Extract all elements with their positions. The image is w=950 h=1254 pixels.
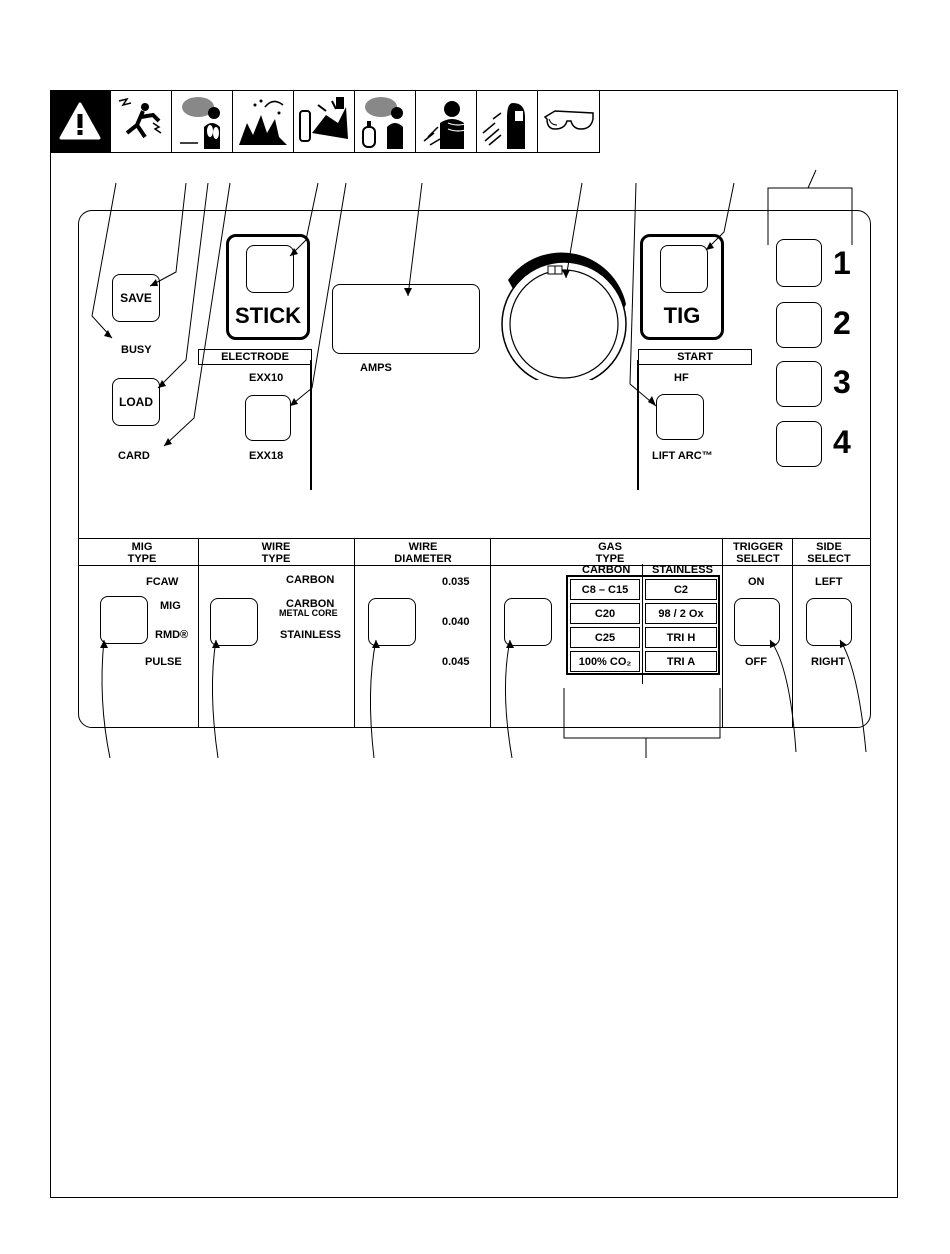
leader-line-stick	[290, 183, 318, 256]
gas-type-header: GAS TYPE	[595, 541, 625, 565]
mig-type-option: RMD®	[155, 629, 189, 641]
leader-line-mig-type	[102, 640, 110, 758]
amps-label: AMPS	[360, 362, 392, 374]
save-label: SAVE	[120, 291, 152, 305]
trigger-off-label: OFF	[745, 656, 767, 668]
card-indicator-label: CARD	[118, 450, 150, 462]
leader-line-gas-type	[505, 640, 512, 758]
gas-carbon-cell: C8 – C15	[570, 579, 640, 600]
leader-line-start	[630, 183, 656, 406]
load-label: LOAD	[119, 395, 153, 409]
memory-number-1: 1	[833, 245, 851, 281]
busy-indicator-label: BUSY	[121, 344, 152, 356]
leader-line-display	[408, 183, 422, 296]
memory-number-3: 3	[833, 364, 851, 400]
gas-carbon-cell: 100% CO₂	[570, 651, 640, 672]
mig-type-header: MIG TYPE	[127, 541, 157, 565]
wire-diameter-option: 0.040	[442, 616, 470, 628]
leader-line-memory	[768, 170, 852, 245]
wire-diameter-header: WIRE DIAMETER	[394, 541, 452, 565]
gas-stainless-header: STAINLESS	[652, 564, 713, 576]
leader-line-knob	[566, 183, 582, 278]
memory-number-2: 2	[833, 305, 851, 341]
gas-carbon-cell: C20	[570, 603, 640, 624]
wire-diameter-option: 0.045	[442, 656, 470, 668]
trigger-on-label: ON	[748, 576, 765, 588]
gas-carbon-cell: C25	[570, 627, 640, 648]
gas-carbon-header: CARBON	[582, 564, 631, 576]
exx10-label: EXX10	[249, 372, 284, 384]
hf-label: HF	[674, 372, 689, 384]
lift-arc-label: LIFT ARC™	[652, 450, 713, 462]
leader-line-wire-diameter	[370, 640, 376, 758]
wire-diameter-option: 0.035	[442, 576, 470, 588]
leader-line-trigger	[770, 640, 796, 752]
wire-type-header: WIRE TYPE	[261, 541, 291, 565]
mig-type-option: PULSE	[145, 656, 182, 668]
leader-line-card	[164, 183, 230, 446]
side-select-header: SIDE SELECT	[807, 541, 851, 565]
wire-type-option: CARBON	[286, 598, 335, 610]
wire-type-option: STAINLESS	[280, 629, 341, 641]
exx18-label: EXX18	[249, 450, 284, 462]
memory-number-4: 4	[833, 424, 851, 460]
gas-stainless-cell: 98 / 2 Ox	[645, 603, 717, 624]
side-right-label: RIGHT	[811, 656, 846, 668]
gas-stainless-cell: TRI A	[645, 651, 717, 672]
tig-label: TIG	[663, 303, 701, 328]
trigger-select-header: TRIGGER SELECT	[732, 541, 784, 565]
gas-stainless-cell: C2	[645, 579, 717, 600]
leader-line-gas-table	[564, 688, 720, 758]
mig-type-option: FCAW	[146, 576, 179, 588]
stick-label: STICK	[235, 303, 301, 328]
side-left-label: LEFT	[815, 576, 843, 588]
leader-line-wire-type	[212, 640, 218, 758]
leader-line-electrode	[290, 183, 346, 406]
start-heading: START	[638, 349, 752, 365]
leader-line-side	[840, 640, 866, 752]
electrode-heading: ELECTRODE	[198, 349, 312, 365]
leader-line-save	[150, 183, 186, 286]
mig-type-option: MIG	[160, 600, 181, 612]
leader-line-tig	[706, 183, 734, 250]
gas-stainless-cell: TRI H	[645, 627, 717, 648]
wire-type-option: CARBON	[286, 574, 335, 586]
leader-line-busy	[92, 183, 116, 338]
wire-type-option-sub: METAL CORE	[279, 608, 338, 618]
